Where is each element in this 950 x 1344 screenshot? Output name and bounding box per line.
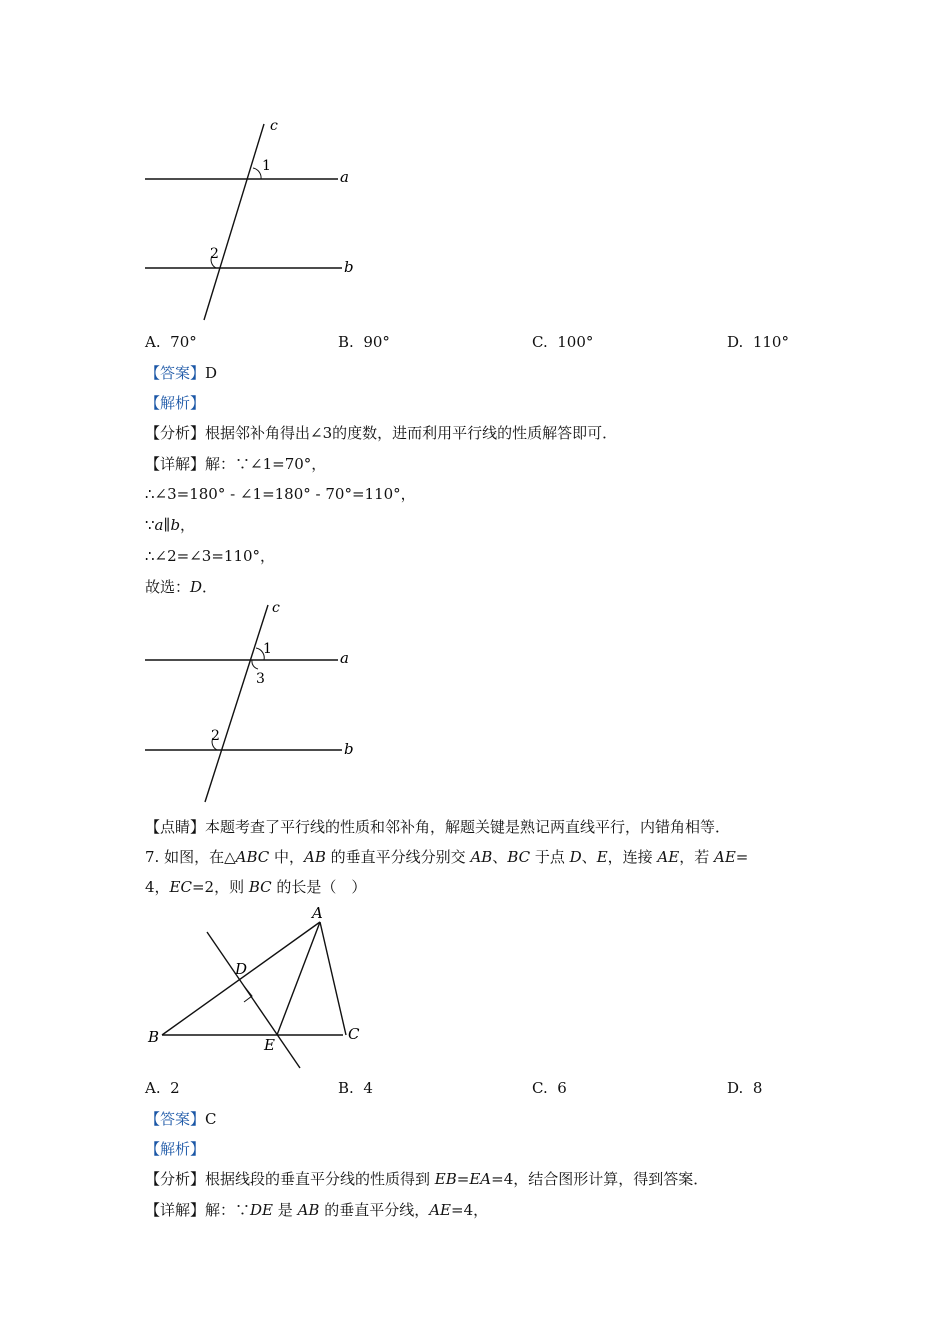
triangle-figure [140,900,380,1075]
detail-line-5: 故选：D． [145,578,218,596]
question-7-line-1: 7. 如图，在△ABC 中，AB 的垂直平分线分别交 AB、BC 于点 D、E，连接 AE，若 AE= [145,848,749,866]
detail-line-3: ∵a∥b， [145,516,196,534]
option-c[interactable]: C. 6 [532,1079,567,1097]
point-b-label: B [148,1028,160,1046]
analysis-header: 【解析】 [145,394,206,412]
line-b-label: b [344,258,354,276]
comment-line: 【点睛】本题考查了平行线的性质和邻补角，解题关键是熟记两直线平行，内错角相等． [145,818,731,836]
angle-3-label: 3 [256,671,265,687]
question-7-line-2: 4，EC=2，则 BC 的长是（ ） [145,878,367,896]
line-b-label: b [344,740,354,758]
option-c[interactable]: C. 100° [532,333,594,351]
detail-line-4: ∴∠2=∠3=110°， [145,547,276,565]
option-d[interactable]: D. 8 [727,1079,763,1097]
detail-line-2: ∴∠3=180° - ∠1=180° - 70°=110°， [145,485,416,503]
parallel-lines-figure-1 [140,110,370,325]
fenxi-line: 【分析】根据线段的垂直平分线的性质得到 EB=EA=4，结合图形计算，得到答案． [145,1170,709,1188]
detail-line-1: 【详解】解：∵DE 是 AB 的垂直平分线，AE=4， [145,1201,489,1219]
line-c-label: c [270,118,278,134]
point-e-label: E [264,1036,275,1054]
point-d-label: D [235,960,248,978]
answer-line: 【答案】D [145,364,218,382]
angle-2-label: 2 [211,728,220,744]
detail-line-1: 【详解】解：∵∠1=70°， [145,455,327,473]
fenxi-line: 【分析】根据邻补角得出∠3的度数，进而利用平行线的性质解答即可． [145,424,618,442]
option-a[interactable]: A. 2 [145,1079,180,1097]
line-a-label: a [340,649,349,667]
angle-2-label: 2 [210,246,219,262]
option-b[interactable]: B. 4 [338,1079,373,1097]
line-a-label: a [340,168,349,186]
point-c-label: C [348,1025,360,1043]
point-a-label: A [312,904,323,922]
option-d[interactable]: D. 110° [727,333,789,351]
analysis-header: 【解析】 [145,1140,206,1158]
answer-line: 【答案】C [145,1110,217,1128]
option-a[interactable]: A. 70° [145,333,197,351]
angle-1-label: 1 [263,641,272,657]
line-c-label: c [272,600,280,616]
angle-1-label: 1 [262,158,271,174]
option-b[interactable]: B. 90° [338,333,390,351]
parallel-lines-figure-2 [140,597,370,807]
